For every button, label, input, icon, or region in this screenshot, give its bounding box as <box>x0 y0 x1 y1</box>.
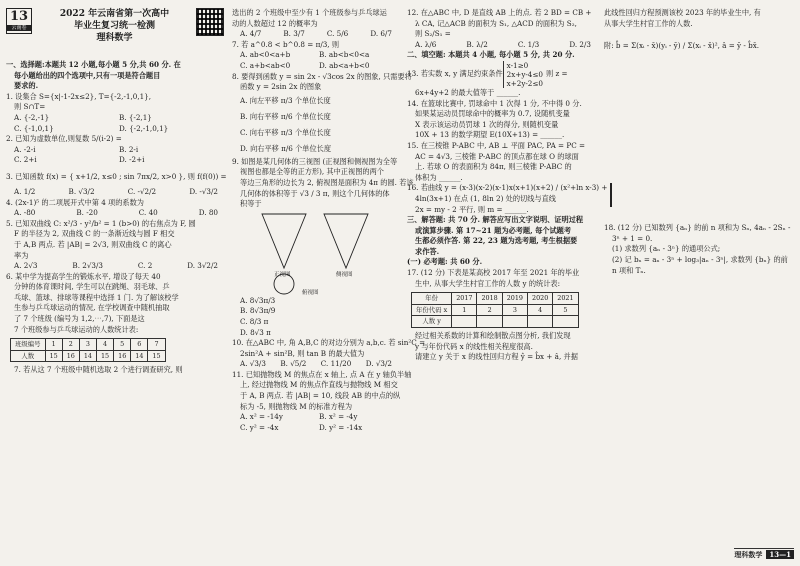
subsection-heading: (一) 必考题: 共 60 分. <box>407 257 483 267</box>
paper-number: 13 <box>9 9 29 24</box>
page-footer <box>734 548 794 560</box>
section-text: 或演算步骤. 第 17~21 题为必考题, 每个试题考 <box>415 225 572 235</box>
question-12: 12. 在△ABC 中, D 是直线 AB 上的点. 若 2 BD = CB + <box>407 8 592 17</box>
question-text: 视图也都是全等的正方形), 其中正视图的两个 <box>240 167 384 177</box>
question-text: 如果某运动员罚球命中的概率为 0.7, 设随机变量 <box>415 109 570 119</box>
question-8: 8. 要得到函数 y = sin 2x - √3cos 2x 的图象, 只需要将 <box>232 71 412 81</box>
question-text: 乓球、篮球、排球等课程中选择 1 门. 为了解该校学 <box>14 292 179 302</box>
options-q7: C. a+b<ab<0 D. ab<a+b<0 <box>240 60 370 70</box>
options-q5: A. 2√3 B. 2√3/3 C. 2 D. 3√2/2 <box>14 261 218 271</box>
question-text: 生参与乒乓球运动的情况, 在学校调查中随机抽取 <box>14 303 170 313</box>
table-row: 年份代码 x 1 2 3 4 5 <box>412 304 579 316</box>
question-text: AC = 4√3, 三棱锥 P-ABC 的顶点都在球 O 的球面 <box>415 151 579 161</box>
question-text: λ CA, 记△ACB 的面积为 S₁, △ACD 的面积为 S₂, <box>415 18 577 28</box>
options-q11: A. x² = -14y B. x² = -4y <box>240 412 358 422</box>
options-q6: A. 4/7 B. 3/7 C. 5/6 D. 6/7 <box>240 29 392 39</box>
question-text: 则 S∩T= <box>14 102 46 112</box>
front-view-label: 正视图 <box>274 271 291 278</box>
option-b: B. 8√3π/9 <box>240 306 276 316</box>
question-text: 于 A,B 两点. 若 |AB| = 2√3, 则双曲线 C 的离心 <box>14 239 172 249</box>
question-text: 选出的 2 个班级中至少有 1 个班级参与乒乓球运 <box>232 8 387 17</box>
three-view-diagram <box>232 210 398 296</box>
question-text: 则 S₂/S₁ = <box>415 29 451 39</box>
question-text: (1) 求数列 {aₙ - 3ⁿ} 的通项公式; <box>612 244 721 254</box>
option-d: D. 8√3 π <box>240 327 271 337</box>
region-tag: 云南卷 <box>7 25 31 31</box>
question-17: 17. (12 分) 下表是某高校 2017 年至 2021 年的毕业 <box>407 268 580 278</box>
table-row: 年份 2017 2018 2019 2020 2021 <box>412 293 579 305</box>
option-c: C. 8/3 π <box>240 316 269 326</box>
option-a: A. 向左平移 π/3 个单位长度 <box>240 95 331 105</box>
exam-title <box>36 8 193 44</box>
three-view-figure <box>232 210 398 296</box>
options-q2: A. -2-i B. 2-i <box>14 144 139 154</box>
question-text: 此线性回归方程预测该校 2023 年的毕业生中, 有 <box>604 8 761 17</box>
question-text: (2) 记 bₙ = aₙ - 3ⁿ + log₃|aₙ - 3ⁿ|, 求数列 {bₙ} 的前 n 项和 Tₙ. <box>612 254 788 275</box>
question-text: 体积为 ______. <box>415 172 463 182</box>
options-q1: A. {-2,-1} B. {-2,1} <box>14 112 152 122</box>
question-text: 上. 若球 O 的表面积为 84π, 则三棱锥 P-ABC 的 <box>415 162 572 172</box>
side-view-label: 侧视图 <box>336 271 353 278</box>
options-q10: A. √3/3 B. √5/2 C. 11/20 D. √3/2 <box>240 359 392 369</box>
question-text: 上, 经过抛物线 M 的焦点作直线与抛物线 M 相交 <box>240 380 398 390</box>
question-text: 13. 若实数 x, y 满足约束条件 <box>407 69 503 79</box>
question-text: 16. 若曲线 y = (x-3)(x-2)(x-1)x(x+1)(x+2) / (x²+ln x-3) + <box>407 183 608 193</box>
question-text: 7 个班级参与乒乓球运动的人数统计表: <box>14 324 139 334</box>
question-text: 3ⁿ + 1 = 0. <box>612 233 653 243</box>
question-text: 等边三角形的边长为 2, 俯视图是面积为 4π 的圆. 若该 <box>240 177 414 187</box>
option-b: B. 向右平移 π/6 个单位长度 <box>240 111 331 121</box>
question-text: 动的人数超过 12 的概率为 <box>232 18 318 28</box>
options-q2: C. 2+i D. -2+i <box>14 155 145 165</box>
front-view-triangle <box>262 214 306 268</box>
question-14: 14. 在篮球比赛中, 罚球命中 1 次得 1 分, 不中得 0 分. <box>407 98 582 108</box>
table-row: 人数 15 16 14 15 16 14 15 <box>11 350 166 362</box>
title-line-2: 毕业生复习统一检测 <box>73 21 155 31</box>
question-15: 15. 在三棱锥 P-ABC 中, AB ⊥ 平面 PAC, PA = PC = <box>407 140 586 150</box>
question-text: 分钟的体育课时间, 学生可以在跳绳、羽毛球、乒 <box>14 282 170 292</box>
question-2: 2. 已知为虚数单位,则复数 5/(i-2) = <box>6 134 122 144</box>
options-q7: A. ab<0<a+b B. ab<b<0<a <box>240 50 370 60</box>
question-4: 4. (2x-1)⁵ 的二项展开式中第 4 项的系数为 <box>6 197 144 207</box>
options-q1: C. {-1,0,1} D. {-2,-1,0,1} <box>14 123 169 133</box>
question-text: 率为 <box>14 250 29 260</box>
options-q3: A. 1/2 B. √3/2 C. -√2/2 D. -√3/2 <box>14 186 218 196</box>
question-18: 18. (12 分) 已知数列 {aₙ} 的前 n 项和为 Sₙ, 4aₙ - 2Sₙ - <box>604 223 791 233</box>
option-c: C. 向右平移 π/3 个单位长度 <box>240 127 331 137</box>
regression-formula: 附: b̂ = Σ(xᵢ - x̄)(yᵢ - ȳ) / Σ(xᵢ - x̄)², â = ȳ - b̂x̄. <box>604 41 760 51</box>
page-number: 13—1 <box>766 550 794 559</box>
option-a: A. 8√3π/3 <box>240 295 276 305</box>
question-text: F 的半径为 2, 双曲线 C 的一条渐近线与圆 F 相交 <box>14 229 175 239</box>
question-3: 3. 已知函数 f(x) = { x+1/2, x≤0 ; sin 7πx/2, x>0 }, 则 f(f(0)) = <box>6 171 227 181</box>
exam-header <box>6 8 224 60</box>
question-10: 10. 在△ABC 中, 角 A,B,C 的对边分别为 a,b,c. 若 sin²C = <box>232 338 426 348</box>
section-heading: 一、选择题:本题共 12 小题,每小题 5 分,共 60 分. 在 <box>6 60 181 69</box>
qr-code-icon <box>196 8 224 36</box>
section-text: 求作答. <box>415 246 440 256</box>
question-9: 9. 如图是某几何体的三视图 (正视图和侧视图为全等 <box>232 156 398 166</box>
question-text: 生中, 从事大学生村官工作的人数 y 的统计表: <box>415 278 560 288</box>
question-text: 请建立 y 关于 x 的线性回归方程 ŷ = b̂x + â, 并据 <box>415 352 578 362</box>
question-text: 4ln(3x+1) 在点 (1, 8ln 2) 处的切线与直线 <box>415 193 556 203</box>
side-view-triangle <box>324 214 368 268</box>
options-q12: A. λ/6 B. λ/2 C. 1/3 D. 2/3 <box>415 39 591 49</box>
column-4 <box>604 8 794 276</box>
constraint-system: x-1≥0 2x+y-4≤0 x+2y-2≤0 <box>503 61 543 88</box>
question-text: 几何体的体积等于 √3 / 3 π, 则这个几何体的体 <box>240 188 390 198</box>
question-text: 2sin²A + sin²B, 则 tan B 的最大值为 <box>240 348 365 358</box>
question-16 <box>407 183 608 215</box>
column-3 <box>407 8 608 363</box>
options-q4: A. -80 B. -20 C. 40 D. 80 <box>14 208 218 218</box>
question-text: 7. 若从这 7 个班级中随机选取 2 个进行调查研究, 则 <box>14 365 183 375</box>
question-6: 6. 某中学为提高学生的锻炼水平, 增设了每天 40 <box>6 271 161 281</box>
question-5: 5. 已知双曲线 C: x²/3 - y²/b² = 1 (b>0) 的右焦点为 F, 圆 <box>6 218 196 228</box>
question-text: 于 A, B 两点. 若 |AB| = 10, 线段 AB 的中点的纵 <box>240 391 401 401</box>
section-heading: 二、填空题: 本题共 4 小题, 每小题 5 分, 共 20 分. <box>407 50 575 60</box>
class-count-table <box>10 338 166 362</box>
options-q11: C. y² = -4x D. y² = -14x <box>240 422 363 432</box>
option-d: D. 向右平移 π/6 个单位长度 <box>240 143 332 153</box>
question-text: X 表示该运动员罚球 1 次的得分, 则随机变量 <box>415 119 559 129</box>
question-text: 函数 y = 2sin 2x 的图象 <box>240 82 322 92</box>
question-text: 从事大学生村官工作的人数. <box>604 18 693 28</box>
subject-label: 理科数学 <box>734 550 763 559</box>
title-line-3: 理科数学 <box>96 33 133 43</box>
section-text: 生都必须作答. 第 22, 23 题为选考题, 考生根据要 <box>415 236 578 246</box>
question-text: 积等于 <box>240 199 262 209</box>
top-view-label: 俯视图 <box>302 289 319 296</box>
column-1 <box>6 8 227 376</box>
section-text: 每小题给出的四个选项中,只有一项是符合题目 <box>14 70 161 80</box>
table-row: 人数 y <box>412 316 579 328</box>
question-text: 了 7 个班级 (编号为 1,2,⋯,7), 下面是这 <box>14 314 145 324</box>
table-row: 班级编号 1 2 3 4 5 6 7 <box>11 339 166 351</box>
question-text: 2x = my - 2 平行, 则 m = ______. <box>415 204 529 214</box>
title-line-1: 2022 年云南省第一次高中 <box>59 9 170 19</box>
question-1: 1. 设集合 S={x|-1-2x≤2}, T={-2,-1,0,1}, <box>6 91 152 101</box>
paper-number-badge <box>6 8 32 34</box>
question-text: y 与年份代码 x 的线性相关程度很高. <box>415 341 533 351</box>
question-text: 经过相关系数的计算和绘制散点图分析, 我们发现 <box>415 331 571 341</box>
question-text: 10X + 13 的数学期望 E(10X+13) = ______. <box>415 130 565 140</box>
column-2 <box>232 8 426 433</box>
question-7: 7. 若 a^0.8 < b^0.8 = π/3, 则 <box>232 39 340 49</box>
graduate-table <box>411 292 579 328</box>
section-text: 要求的. <box>14 81 39 91</box>
question-11: 11. 已知抛物线 M 的焦点在 x 轴上, 点 A 在 y 轴负半轴 <box>232 369 412 379</box>
question-text: 标为 -5, 则抛物线 M 的标准方程为 <box>240 401 353 411</box>
section-heading: 三、解答题: 共 70 分. 解答应写出文字说明、证明过程 <box>407 215 584 225</box>
question-text: 6x+4y+2 的最大值等于 ______. <box>415 87 521 97</box>
question-13: 13. 若实数 x, y 满足约束条件 x-1≥0 2x+y-4≤0 x+2y-2≤0 则 z = <box>407 60 568 88</box>
